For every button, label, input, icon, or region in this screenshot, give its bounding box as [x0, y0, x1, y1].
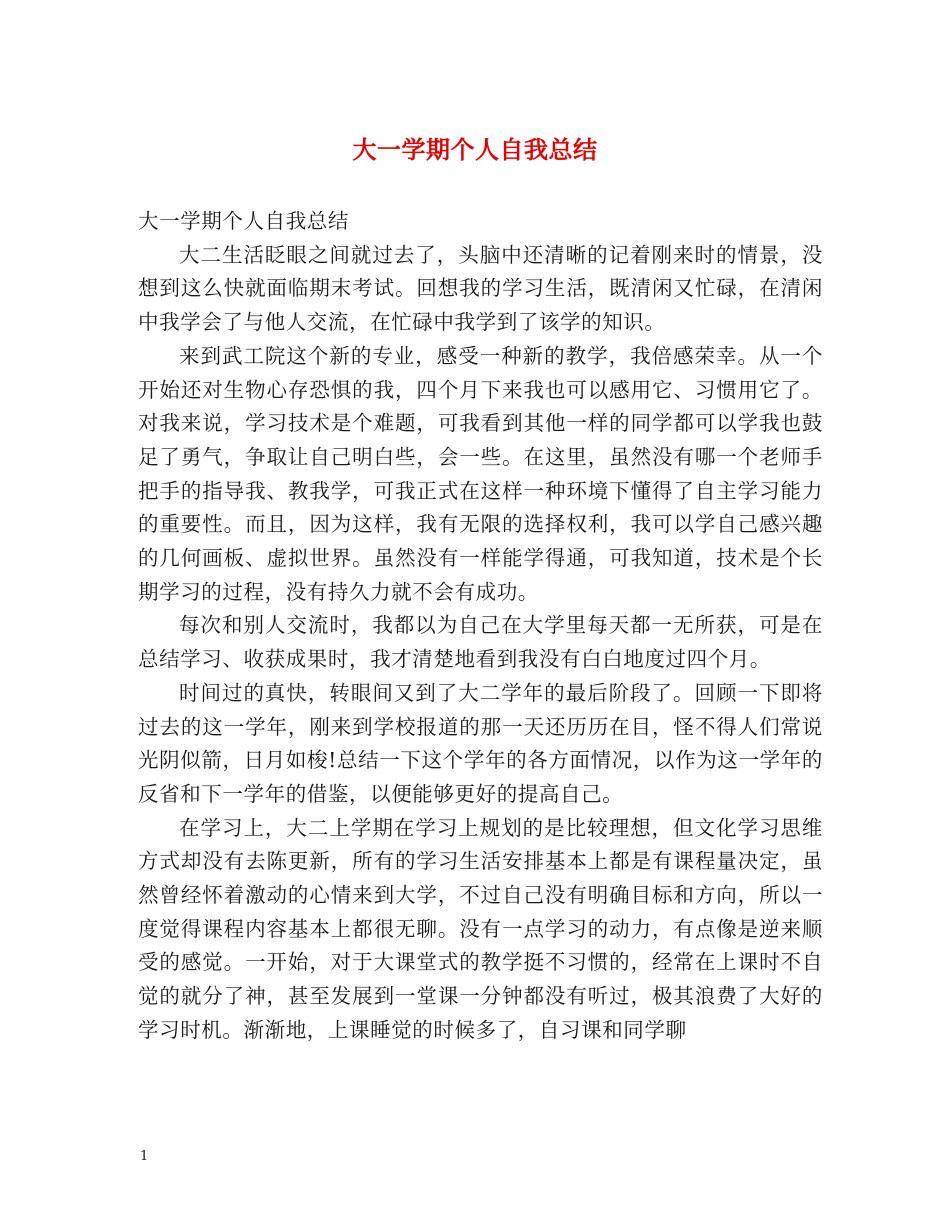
document-subtitle: 大一学期个人自我总结 [138, 209, 349, 233]
document-title: 大一学期个人自我总结 [352, 135, 598, 164]
page-number: 1 [140, 1149, 149, 1164]
paragraph: 时间过的真快，转眼间又到了大二学年的最后阶段了。回顾一下即将过去的这一学年，刚来到学校报道的那一天还历历在目，怪不得人们常说光阴似箭，日月如梭!总结一下这个学年的各方面情况，以作为这一学年的反省和下一学年的借鉴，以便能够更好的提高自己。 [138, 680, 823, 806]
paragraph: 在学习上，大二上学期在学习上规划的是比较理想，但文化学习思维方式却没有去陈更新，所有的学习生活安排基本上都是有课程量决定，虽然曾经怀着激动的心情来到大学，不过自己没有明确目标和方向，所以一度觉得课程内容基本上都很无聊。没有一点学习的动力，有点像是逆来顺受的感觉。一开始，对于大课堂式的教学挺不习惯的，经常在上课时不自觉的就分了神，甚至发展到一堂课一分钟都没有听过，极其浪费了大好的学习时机。渐渐地，上课睡觉的时候多了，自习课和同学聊 [138, 815, 823, 1042]
paragraph: 大二生活眨眼之间就过去了，头脑中还清晰的记着刚来时的情景，没想到这么快就面临期末考试。回想我的学习生活，既清闲又忙碌，在清闲中我学会了与他人交流，在忙碌中我学到了该学的知识。 [138, 242, 823, 335]
document-body [138, 205, 823, 1048]
paragraph: 来到武工院这个新的专业，感受一种新的教学，我倍感荣幸。从一个开始还对生物心存恐惧的我，四个月下来我也可以感用它、习惯用它了。对我来说，学习技术是个难题，可我看到其他一样的同学都可以学我也鼓足了勇气，争取让自己明白些，会一些。在这里，虽然没有哪一个老师手把手的指导我、教我学，可我正式在这样一种环境下懂得了自主学习能力的重要性。而且，因为这样，我有无限的选择权利，我可以学自己感兴趣的几何画板、虚拟世界。虽然没有一样能学得通，可我知道，技术是个长期学习的过程，没有持久力就不会有成功。 [138, 343, 823, 604]
paragraph: 每次和别人交流时，我都以为自己在大学里每天都一无所获，可是在总结学习、收获成果时，我才清楚地看到我没有白白地度过四个月。 [138, 613, 823, 672]
